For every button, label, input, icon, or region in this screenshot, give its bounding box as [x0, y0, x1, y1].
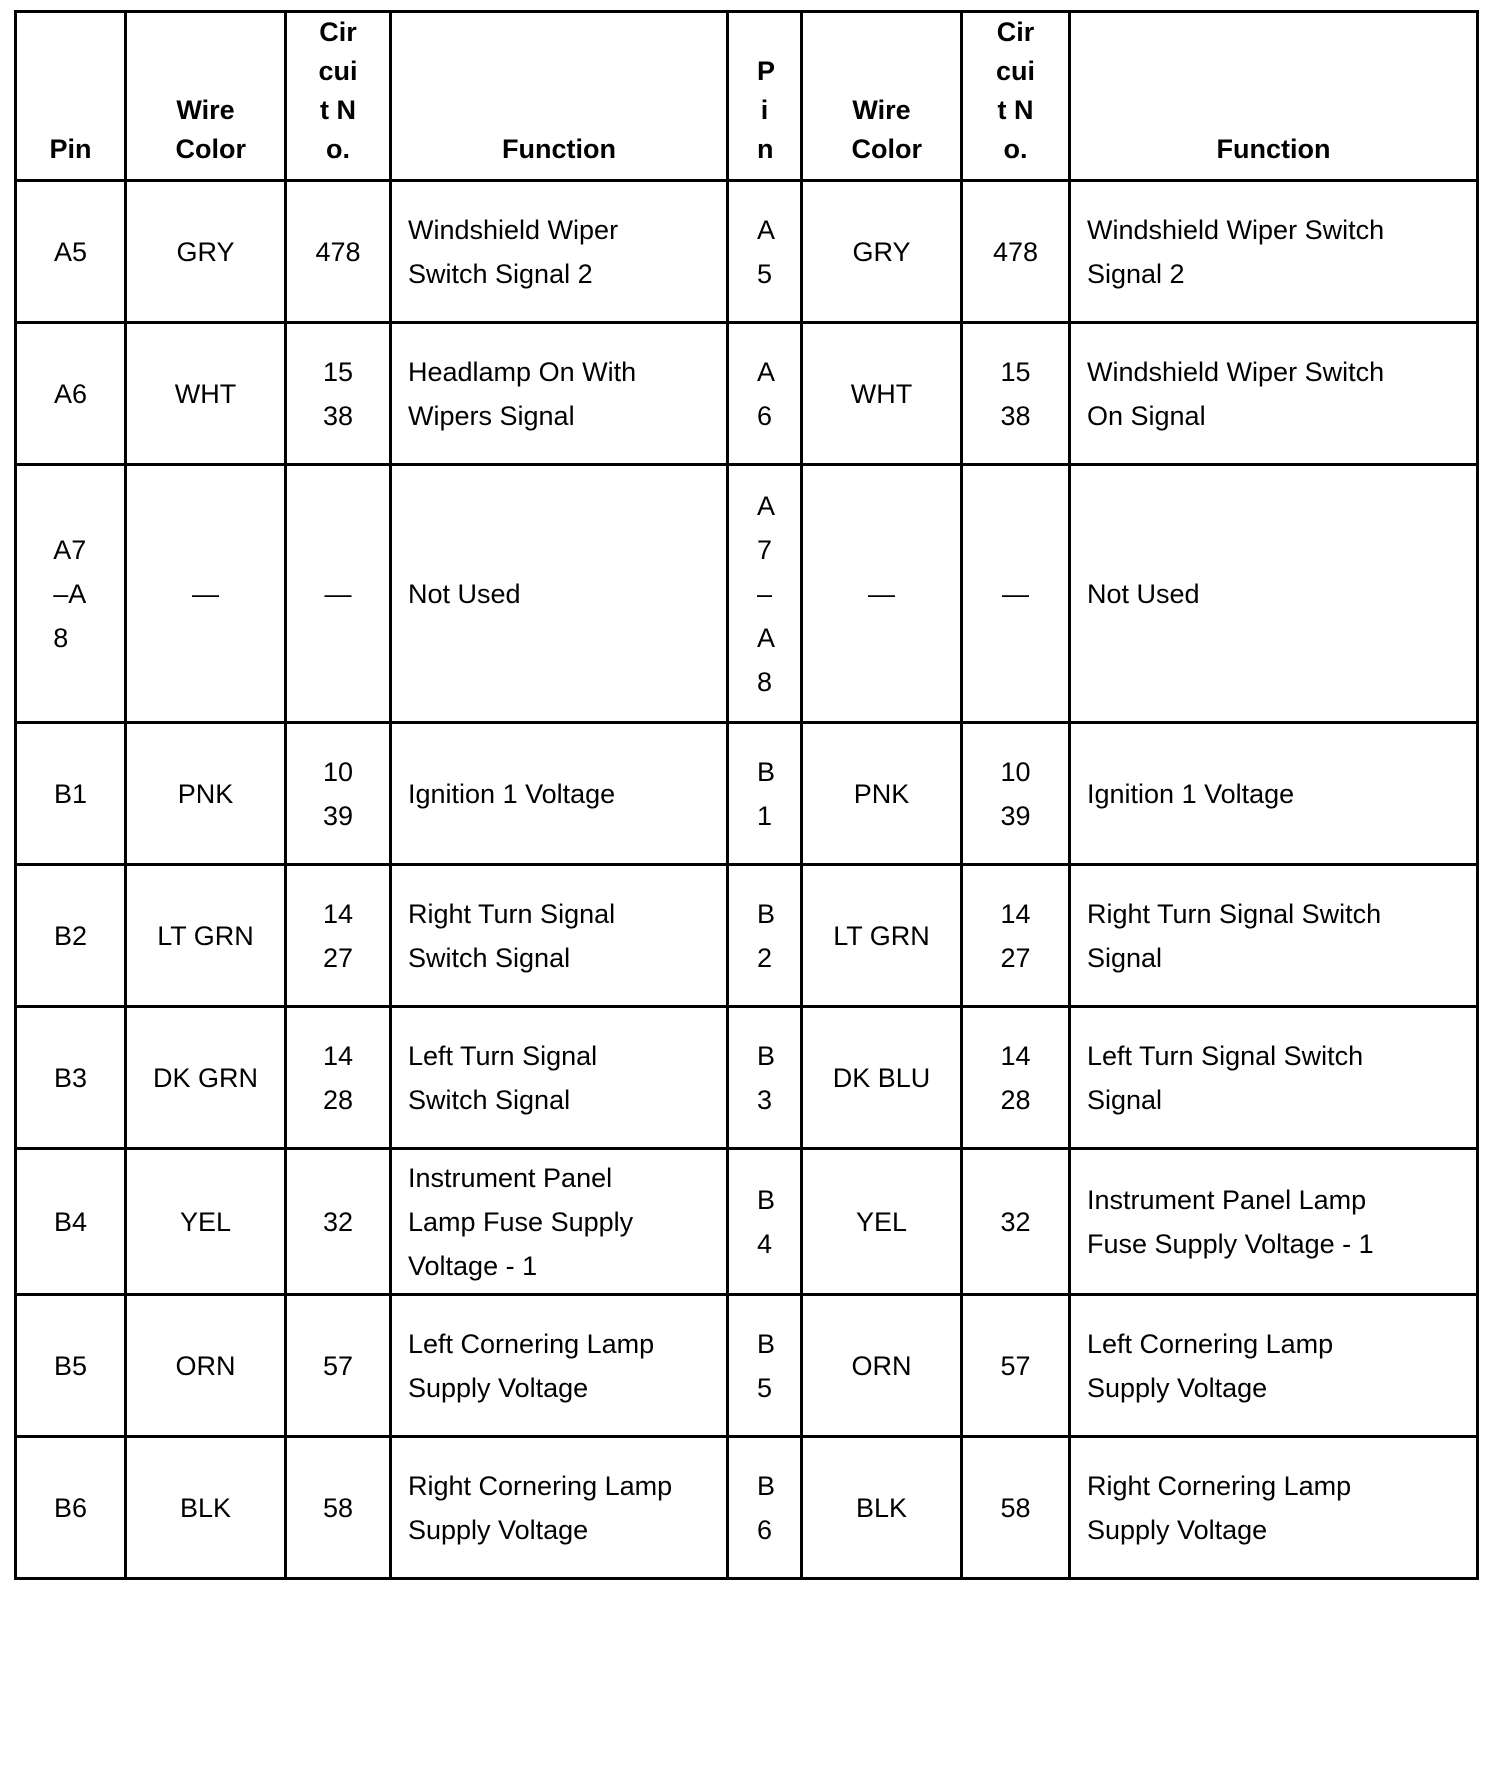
function-cell: Instrument Panel Lamp Fuse Supply Voltage - 1: [391, 1149, 728, 1295]
wire-color-cell-2: BLK: [802, 1437, 962, 1579]
circuit-cell: 1428: [286, 1007, 391, 1149]
wire-color-cell-2: ORN: [802, 1295, 962, 1437]
wire-color-cell-2: LT GRN: [802, 865, 962, 1007]
function-cell-2: Right Turn Signal Switch Signal: [1070, 865, 1478, 1007]
function-cell-2: Windshield Wiper Switch Signal 2: [1070, 181, 1478, 323]
circuit-cell: 1538: [286, 323, 391, 465]
pin-cell-2: B3: [728, 1007, 802, 1149]
pin-cell-2: A6: [728, 323, 802, 465]
pin-cell: B6: [16, 1437, 126, 1579]
function-cell-2: Left Turn Signal Switch Signal: [1070, 1007, 1478, 1149]
circuit-cell: —: [286, 465, 391, 723]
function-cell-2: Right Cornering Lamp Supply Voltage: [1070, 1437, 1478, 1579]
wire-color-cell: ORN: [126, 1295, 286, 1437]
circuit-cell-2: 32: [962, 1149, 1070, 1295]
pin-cell: A7–A8: [16, 465, 126, 723]
pin-cell-2: B4: [728, 1149, 802, 1295]
function-cell: Left Cornering Lamp Supply Voltage: [391, 1295, 728, 1437]
circuit-cell-2: 1538: [962, 323, 1070, 465]
function-cell: Windshield Wiper Switch Signal 2: [391, 181, 728, 323]
wire-color-cell: GRY: [126, 181, 286, 323]
pin-cell-2: A7–A8: [728, 465, 802, 723]
header-wire-color: Wire Color: [126, 12, 286, 181]
header-function-2: Function: [1070, 12, 1478, 181]
wire-color-cell: WHT: [126, 323, 286, 465]
pin-cell: B5: [16, 1295, 126, 1437]
header-row: [16, 12, 1478, 181]
wire-color-cell: PNK: [126, 723, 286, 865]
pin-cell-2: B1: [728, 723, 802, 865]
connector-pinout-table: [14, 10, 1479, 1580]
pin-cell: B4: [16, 1149, 126, 1295]
wire-color-cell-2: WHT: [802, 323, 962, 465]
header-pin-2: Pin: [728, 12, 802, 181]
pin-cell-2: B2: [728, 865, 802, 1007]
pin-cell-2: B5: [728, 1295, 802, 1437]
pin-cell: B3: [16, 1007, 126, 1149]
table-row: [16, 723, 1478, 865]
header-pin: Pin: [16, 12, 126, 181]
wire-color-cell-2: DK BLU: [802, 1007, 962, 1149]
pin-cell-2: A5: [728, 181, 802, 323]
wire-color-cell-2: YEL: [802, 1149, 962, 1295]
wire-color-cell: BLK: [126, 1437, 286, 1579]
function-cell-2: Left Cornering Lamp Supply Voltage: [1070, 1295, 1478, 1437]
circuit-cell: 1427: [286, 865, 391, 1007]
function-cell: Headlamp On With Wipers Signal: [391, 323, 728, 465]
function-cell-2: Instrument Panel Lamp Fuse Supply Voltage - 1: [1070, 1149, 1478, 1295]
function-cell-2: Ignition 1 Voltage: [1070, 723, 1478, 865]
circuit-cell-2: 58: [962, 1437, 1070, 1579]
function-cell: Left Turn Signal Switch Signal: [391, 1007, 728, 1149]
wire-color-cell: DK GRN: [126, 1007, 286, 1149]
circuit-cell-2: 478: [962, 181, 1070, 323]
circuit-cell: 58: [286, 1437, 391, 1579]
wire-color-cell: —: [126, 465, 286, 723]
circuit-cell-2: 1427: [962, 865, 1070, 1007]
circuit-cell-2: 1039: [962, 723, 1070, 865]
table-row: [16, 1007, 1478, 1149]
wire-color-cell: YEL: [126, 1149, 286, 1295]
table-row: [16, 1437, 1478, 1579]
pin-cell: B1: [16, 723, 126, 865]
header-circuit-no-2: Circuit No.: [962, 12, 1070, 181]
header-circuit-no: Circuit No.: [286, 12, 391, 181]
circuit-cell-2: 1428: [962, 1007, 1070, 1149]
function-cell: Right Turn Signal Switch Signal: [391, 865, 728, 1007]
table-row: [16, 865, 1478, 1007]
circuit-cell-2: —: [962, 465, 1070, 723]
function-cell-2: Windshield Wiper Switch On Signal: [1070, 323, 1478, 465]
table-row: [16, 181, 1478, 323]
table-row: [16, 1295, 1478, 1437]
function-cell: Ignition 1 Voltage: [391, 723, 728, 865]
table-row: [16, 465, 1478, 723]
circuit-cell: 32: [286, 1149, 391, 1295]
circuit-cell: 57: [286, 1295, 391, 1437]
circuit-cell: 478: [286, 181, 391, 323]
circuit-cell-2: 57: [962, 1295, 1070, 1437]
function-cell: Not Used: [391, 465, 728, 723]
pin-cell: A6: [16, 323, 126, 465]
function-cell: Right Cornering Lamp Supply Voltage: [391, 1437, 728, 1579]
pin-cell: A5: [16, 181, 126, 323]
wire-color-cell-2: PNK: [802, 723, 962, 865]
header-function: Function: [391, 12, 728, 181]
header-wire-color-2: Wire Color: [802, 12, 962, 181]
wire-color-cell: LT GRN: [126, 865, 286, 1007]
wire-color-cell-2: GRY: [802, 181, 962, 323]
circuit-cell: 1039: [286, 723, 391, 865]
table-row: [16, 323, 1478, 465]
wire-color-cell-2: —: [802, 465, 962, 723]
pin-cell-2: B6: [728, 1437, 802, 1579]
table-row: [16, 1149, 1478, 1295]
pin-cell: B2: [16, 865, 126, 1007]
function-cell-2: Not Used: [1070, 465, 1478, 723]
